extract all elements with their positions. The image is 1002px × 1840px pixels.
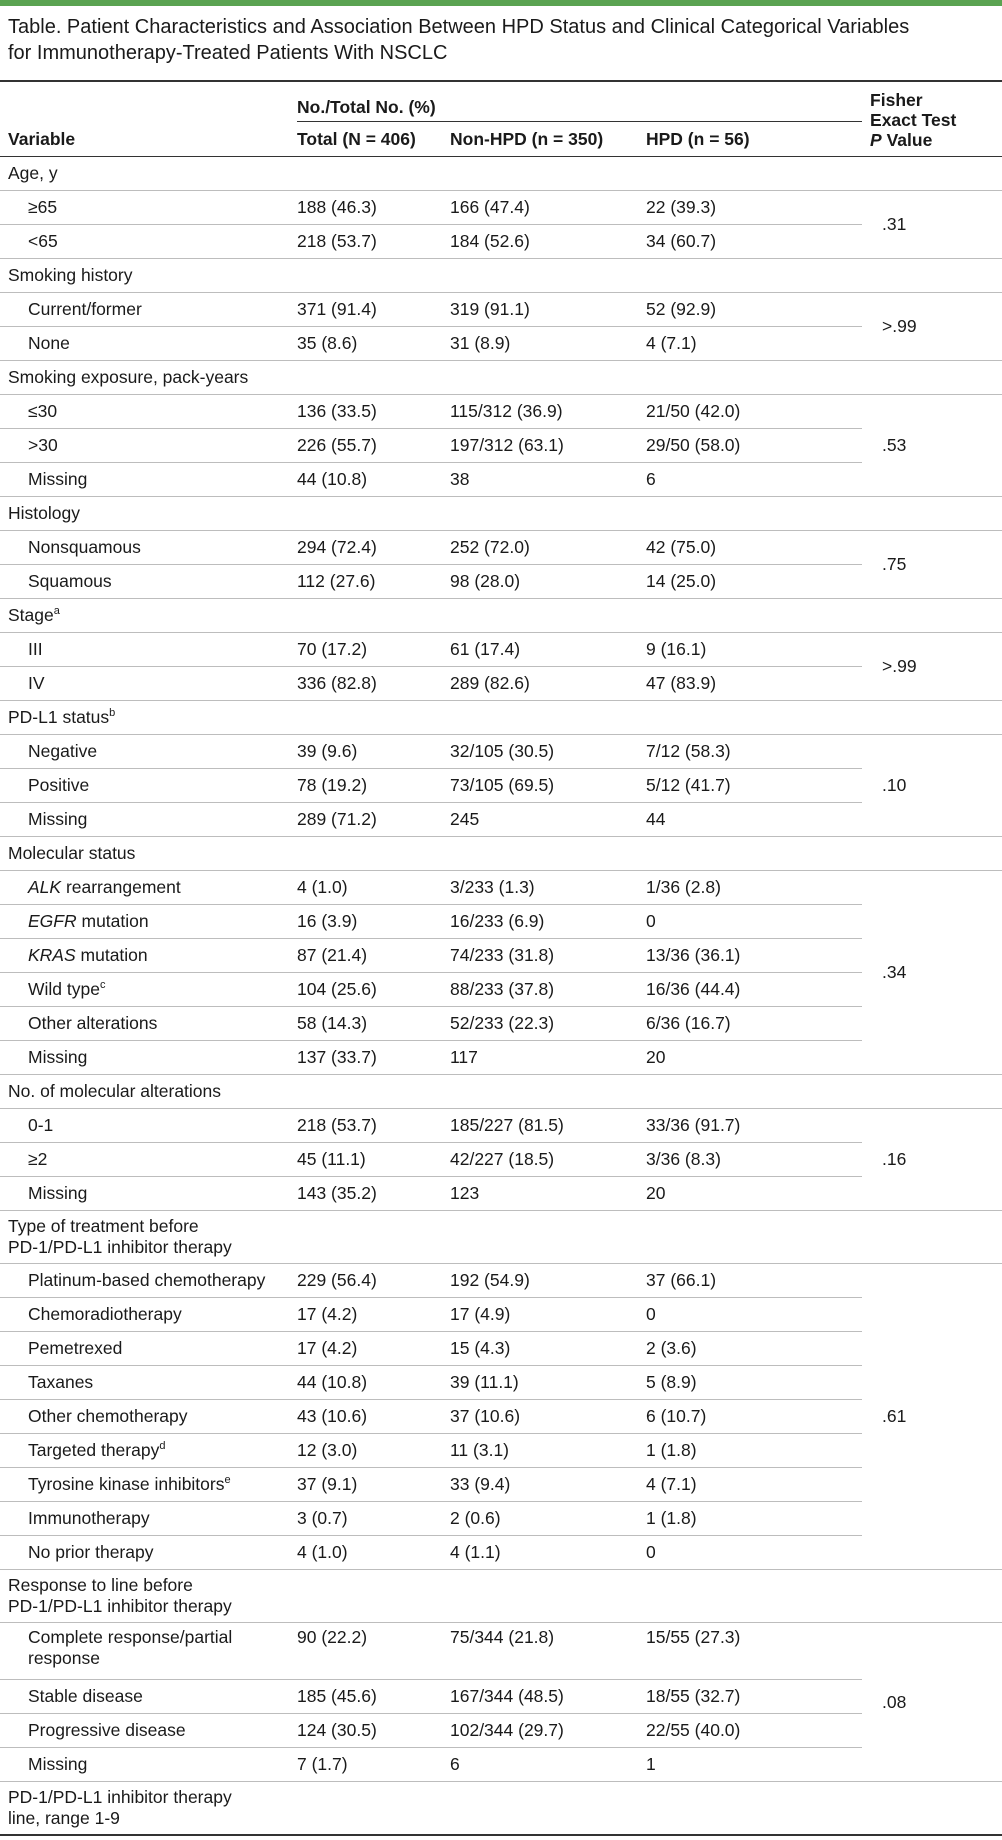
cell-nonhpd: 32/105 (30.5) [450,735,646,769]
table-body [0,157,1002,1836]
cell-total: 218 (53.7) [297,1109,450,1143]
table-row [0,633,1002,667]
table-row [0,1007,1002,1041]
cell-hpd: 20 [646,1177,862,1211]
cell-pvalue: .53 [862,395,1002,497]
table-row [0,1177,1002,1211]
table-row [0,531,1002,565]
row-label [0,905,297,939]
table-row [0,1714,1002,1748]
header-fisher-pvalue [862,82,1002,157]
table-row [0,1434,1002,1468]
section-smoking-exposure [0,361,1002,395]
cell-nonhpd: 115/312 (36.9) [450,395,646,429]
cell-nonhpd: 98 (28.0) [450,565,646,599]
cell-hpd: 16/36 (44.4) [646,973,862,1007]
cell-hpd: 5 (8.9) [646,1366,862,1400]
row-label: Taxanes [0,1366,297,1400]
cell-nonhpd: 31 (8.9) [450,327,646,361]
cell-total: 43 (10.6) [297,1400,450,1434]
section-treatment-type [0,1211,1002,1264]
cell-hpd: 0 [646,905,862,939]
cell-nonhpd: 61 (17.4) [450,633,646,667]
table-row [0,1264,1002,1298]
header-nonhpd: Non-HPD (n = 350) [450,128,604,149]
section-prior-response [0,1570,1002,1623]
cell-hpd: 15/55 (27.3) [646,1623,862,1680]
cell-hpd: 22/55 (40.0) [646,1714,862,1748]
cell-total: 3 (0.7) [297,1502,450,1536]
table-row [0,191,1002,225]
table-row [0,1400,1002,1434]
row-label: Nonsquamous [0,531,297,565]
cell-nonhpd: 16/233 (6.9) [450,905,646,939]
cell-nonhpd: 289 (82.6) [450,667,646,701]
cell-hpd: 1 [646,1748,862,1782]
row-label: Current/former [0,293,297,327]
footnote-marker: e [224,1474,231,1487]
row-label: Missing [0,1748,297,1782]
footnote-marker: b [109,707,116,720]
table-row [0,1366,1002,1400]
table-row [0,1298,1002,1332]
cell-hpd: 34 (60.7) [646,225,862,259]
cell-nonhpd: 37 (10.6) [450,1400,646,1434]
table-title [0,14,1002,66]
section-label: Age, y [0,157,1002,191]
section-label [0,1782,1002,1836]
row-label: Progressive disease [0,1714,297,1748]
row-label [0,1468,297,1502]
cell-pvalue: .31 [862,191,1002,259]
cell-nonhpd: 17 (4.9) [450,1298,646,1332]
section-histology [0,497,1002,531]
cell-hpd: 44 [646,803,862,837]
row-label: 0-1 [0,1109,297,1143]
cell-hpd: 1 (1.8) [646,1502,862,1536]
cell-nonhpd: 74/233 (31.8) [450,939,646,973]
cell-hpd: 20 [646,1041,862,1075]
fisher-line-3 [870,130,1002,150]
header-hpd: HPD (n = 56) [646,128,750,149]
cell-nonhpd: 167/344 (48.5) [450,1680,646,1714]
gene-name: EGFR [28,911,77,931]
table-row [0,1109,1002,1143]
row-label: Missing [0,1177,297,1211]
cell-total: 45 (11.1) [297,1143,450,1177]
cell-total: 44 (10.8) [297,463,450,497]
cell-nonhpd: 3/233 (1.3) [450,871,646,905]
cell-total: 336 (82.8) [297,667,450,701]
table-container [0,80,1002,1836]
cell-nonhpd: 123 [450,1177,646,1211]
cell-pvalue: .75 [862,531,1002,599]
table-row [0,803,1002,837]
cell-total: 226 (55.7) [297,429,450,463]
row-label: Pemetrexed [0,1332,297,1366]
cell-hpd: 6 (10.7) [646,1400,862,1434]
section-label-line-2: line, range 1-9 [8,1808,120,1828]
fisher-p: P [870,130,882,150]
cell-nonhpd: 192 (54.9) [450,1264,646,1298]
row-label: Negative [0,735,297,769]
row-label: Missing [0,803,297,837]
row-label [0,871,297,905]
cell-total: 70 (17.2) [297,633,450,667]
row-label: Immunotherapy [0,1502,297,1536]
row-label-text: Targeted therapy [28,1440,160,1460]
table-row [0,871,1002,905]
cell-hpd: 6/36 (16.7) [646,1007,862,1041]
section-label-line-2: PD-1/PD-L1 inhibitor therapy [8,1237,232,1257]
section-molecular-alterations [0,1075,1002,1109]
row-label: ≤30 [0,395,297,429]
section-therapy-line [0,1782,1002,1836]
footnote-marker: d [159,1440,166,1453]
cell-nonhpd: 166 (47.4) [450,191,646,225]
table-row [0,1502,1002,1536]
row-label: None [0,327,297,361]
cell-total: 185 (45.6) [297,1680,450,1714]
footnote-marker: c [99,979,106,992]
cell-total: 35 (8.6) [297,327,450,361]
cell-total: 112 (27.6) [297,565,450,599]
section-label: Molecular status [0,837,1002,871]
row-label: ≥65 [0,191,297,225]
cell-hpd: 42 (75.0) [646,531,862,565]
row-label [0,1434,297,1468]
cell-hpd: 9 (16.1) [646,633,862,667]
cell-total: 78 (19.2) [297,769,450,803]
cell-nonhpd: 42/227 (18.5) [450,1143,646,1177]
table-row [0,293,1002,327]
table-row [0,1748,1002,1782]
table-row [0,735,1002,769]
cell-total: 17 (4.2) [297,1298,450,1332]
cell-nonhpd: 319 (91.1) [450,293,646,327]
table-row [0,667,1002,701]
cell-nonhpd: 185/227 (81.5) [450,1109,646,1143]
row-label: Platinum-based chemotherapy [0,1264,297,1298]
cell-total: 16 (3.9) [297,905,450,939]
header-group-label: No./Total No. (%) [297,97,862,122]
row-label [0,1623,297,1680]
cell-hpd: 0 [646,1536,862,1570]
cell-nonhpd: 6 [450,1748,646,1782]
row-label-line-1: Complete response/partial [28,1627,233,1647]
cell-total: 218 (53.7) [297,225,450,259]
cell-hpd: 5/12 (41.7) [646,769,862,803]
cell-total: 17 (4.2) [297,1332,450,1366]
cell-hpd: 7/12 (58.3) [646,735,862,769]
table-row [0,1041,1002,1075]
cell-total: 137 (33.7) [297,1041,450,1075]
cell-hpd: 22 (39.3) [646,191,862,225]
section-label: Smoking exposure, pack-years [0,361,1002,395]
row-label-text: mutation [75,945,148,965]
cell-total: 124 (30.5) [297,1714,450,1748]
row-label: IV [0,667,297,701]
cell-total: 294 (72.4) [297,531,450,565]
cell-hpd: 2 (3.6) [646,1332,862,1366]
cell-total: 143 (35.2) [297,1177,450,1211]
row-label-text: rearrangement [61,877,181,897]
row-label: ≥2 [0,1143,297,1177]
cell-total: 4 (1.0) [297,871,450,905]
row-label: Missing [0,1041,297,1075]
table-header [0,82,1002,157]
section-stage [0,599,1002,633]
row-label: Positive [0,769,297,803]
cell-hpd: 0 [646,1298,862,1332]
fisher-line-2: Exact Test [870,110,957,130]
row-label: >30 [0,429,297,463]
section-label-line-1: PD-1/PD-L1 inhibitor therapy [8,1787,232,1807]
section-smoking-history [0,259,1002,293]
cell-total: 104 (25.6) [297,973,450,1007]
cell-hpd: 29/50 (58.0) [646,429,862,463]
row-label: No prior therapy [0,1536,297,1570]
cell-nonhpd: 4 (1.1) [450,1536,646,1570]
row-label-line-2: response [28,1648,100,1668]
cell-total: 229 (56.4) [297,1264,450,1298]
cell-hpd: 47 (83.9) [646,667,862,701]
row-label: Chemoradiotherapy [0,1298,297,1332]
cell-total: 289 (71.2) [297,803,450,837]
table-row [0,905,1002,939]
table-row [0,939,1002,973]
footnote-marker: a [53,605,60,618]
section-label-line-2: PD-1/PD-L1 inhibitor therapy [8,1596,232,1616]
cell-nonhpd: 38 [450,463,646,497]
table-row [0,1680,1002,1714]
fisher-value: Value [881,130,933,150]
cell-hpd: 37 (66.1) [646,1264,862,1298]
section-pdl1-status [0,701,1002,735]
patient-characteristics-table [0,82,1002,1836]
gene-name: KRAS [28,945,76,965]
row-label: Other alterations [0,1007,297,1041]
section-label [0,599,1002,633]
section-label-line-1: Type of treatment before [8,1216,199,1236]
row-label: III [0,633,297,667]
section-age [0,157,1002,191]
section-label [0,701,1002,735]
cell-pvalue: .16 [862,1109,1002,1211]
cell-nonhpd: 33 (9.4) [450,1468,646,1502]
gene-name: ALK [28,877,62,897]
table-row [0,429,1002,463]
cell-nonhpd: 15 (4.3) [450,1332,646,1366]
header-total: Total (N = 406) [297,128,416,149]
table-row [0,1623,1002,1680]
cell-pvalue: >.99 [862,293,1002,361]
cell-total: 90 (22.2) [297,1623,450,1680]
cell-pvalue: .10 [862,735,1002,837]
cell-nonhpd: 39 (11.1) [450,1366,646,1400]
cell-total: 58 (14.3) [297,1007,450,1041]
cell-hpd: 13/36 (36.1) [646,939,862,973]
table-row [0,1332,1002,1366]
table-title-line-2: for Immunotherapy-Treated Patients With NSCLC [8,42,448,64]
row-label: <65 [0,225,297,259]
cell-nonhpd: 252 (72.0) [450,531,646,565]
row-label: Stable disease [0,1680,297,1714]
header-spacer [0,82,297,122]
cell-total: 87 (21.4) [297,939,450,973]
cell-hpd: 18/55 (32.7) [646,1680,862,1714]
cell-pvalue: .08 [862,1623,1002,1782]
cell-hpd: 33/36 (91.7) [646,1109,862,1143]
cell-hpd: 4 (7.1) [646,1468,862,1502]
section-molecular-status [0,837,1002,871]
row-label-text: Tyrosine kinase inhibitors [28,1474,225,1494]
table-row [0,327,1002,361]
cell-pvalue: .61 [862,1264,1002,1570]
table-row [0,1468,1002,1502]
table-row [0,973,1002,1007]
section-label: Histology [0,497,1002,531]
cell-nonhpd: 11 (3.1) [450,1434,646,1468]
fisher-line-1: Fisher [870,90,923,110]
cell-nonhpd: 52/233 (22.3) [450,1007,646,1041]
cell-nonhpd: 245 [450,803,646,837]
header-group [297,82,862,122]
table-row [0,565,1002,599]
cell-total: 4 (1.0) [297,1536,450,1570]
cell-total: 188 (46.3) [297,191,450,225]
cell-hpd: 6 [646,463,862,497]
cell-hpd: 21/50 (42.0) [646,395,862,429]
section-label-line-1: Response to line before [8,1575,193,1595]
row-label-text: mutation [76,911,149,931]
section-label: Smoking history [0,259,1002,293]
section-label [0,1570,1002,1623]
row-label [0,939,297,973]
cell-nonhpd: 197/312 (63.1) [450,429,646,463]
row-label: Squamous [0,565,297,599]
cell-hpd: 1/36 (2.8) [646,871,862,905]
accent-bar [0,0,1002,6]
section-label-text: PD-L1 status [8,707,110,727]
table-row [0,1536,1002,1570]
table-row [0,395,1002,429]
cell-hpd: 3/36 (8.3) [646,1143,862,1177]
section-label [0,1211,1002,1264]
row-label: Other chemotherapy [0,1400,297,1434]
cell-nonhpd: 102/344 (29.7) [450,1714,646,1748]
cell-total: 371 (91.4) [297,293,450,327]
cell-nonhpd: 184 (52.6) [450,225,646,259]
cell-nonhpd: 73/105 (69.5) [450,769,646,803]
cell-total: 37 (9.1) [297,1468,450,1502]
cell-total: 12 (3.0) [297,1434,450,1468]
table-row [0,1143,1002,1177]
section-label-text: Stage [8,605,54,625]
cell-pvalue: >.99 [862,633,1002,701]
cell-hpd: 52 (92.9) [646,293,862,327]
cell-nonhpd: 117 [450,1041,646,1075]
cell-total: 7 (1.7) [297,1748,450,1782]
cell-total: 39 (9.6) [297,735,450,769]
row-label [0,973,297,1007]
cell-total: 136 (33.5) [297,395,450,429]
header-variable: Variable [8,128,76,149]
cell-pvalue: .34 [862,871,1002,1075]
cell-total: 44 (10.8) [297,1366,450,1400]
table-title-line-1: Table. Patient Characteristics and Association Between HPD Status and Clinical Categorical Variables [8,16,910,38]
cell-nonhpd: 88/233 (37.8) [450,973,646,1007]
table-row [0,769,1002,803]
row-label-text: Wild type [28,979,100,999]
table-row [0,225,1002,259]
cell-hpd: 1 (1.8) [646,1434,862,1468]
cell-nonhpd: 75/344 (21.8) [450,1623,646,1680]
cell-nonhpd: 2 (0.6) [450,1502,646,1536]
cell-hpd: 4 (7.1) [646,327,862,361]
table-row [0,463,1002,497]
cell-hpd: 14 (25.0) [646,565,862,599]
section-label: No. of molecular alterations [0,1075,1002,1109]
row-label: Missing [0,463,297,497]
